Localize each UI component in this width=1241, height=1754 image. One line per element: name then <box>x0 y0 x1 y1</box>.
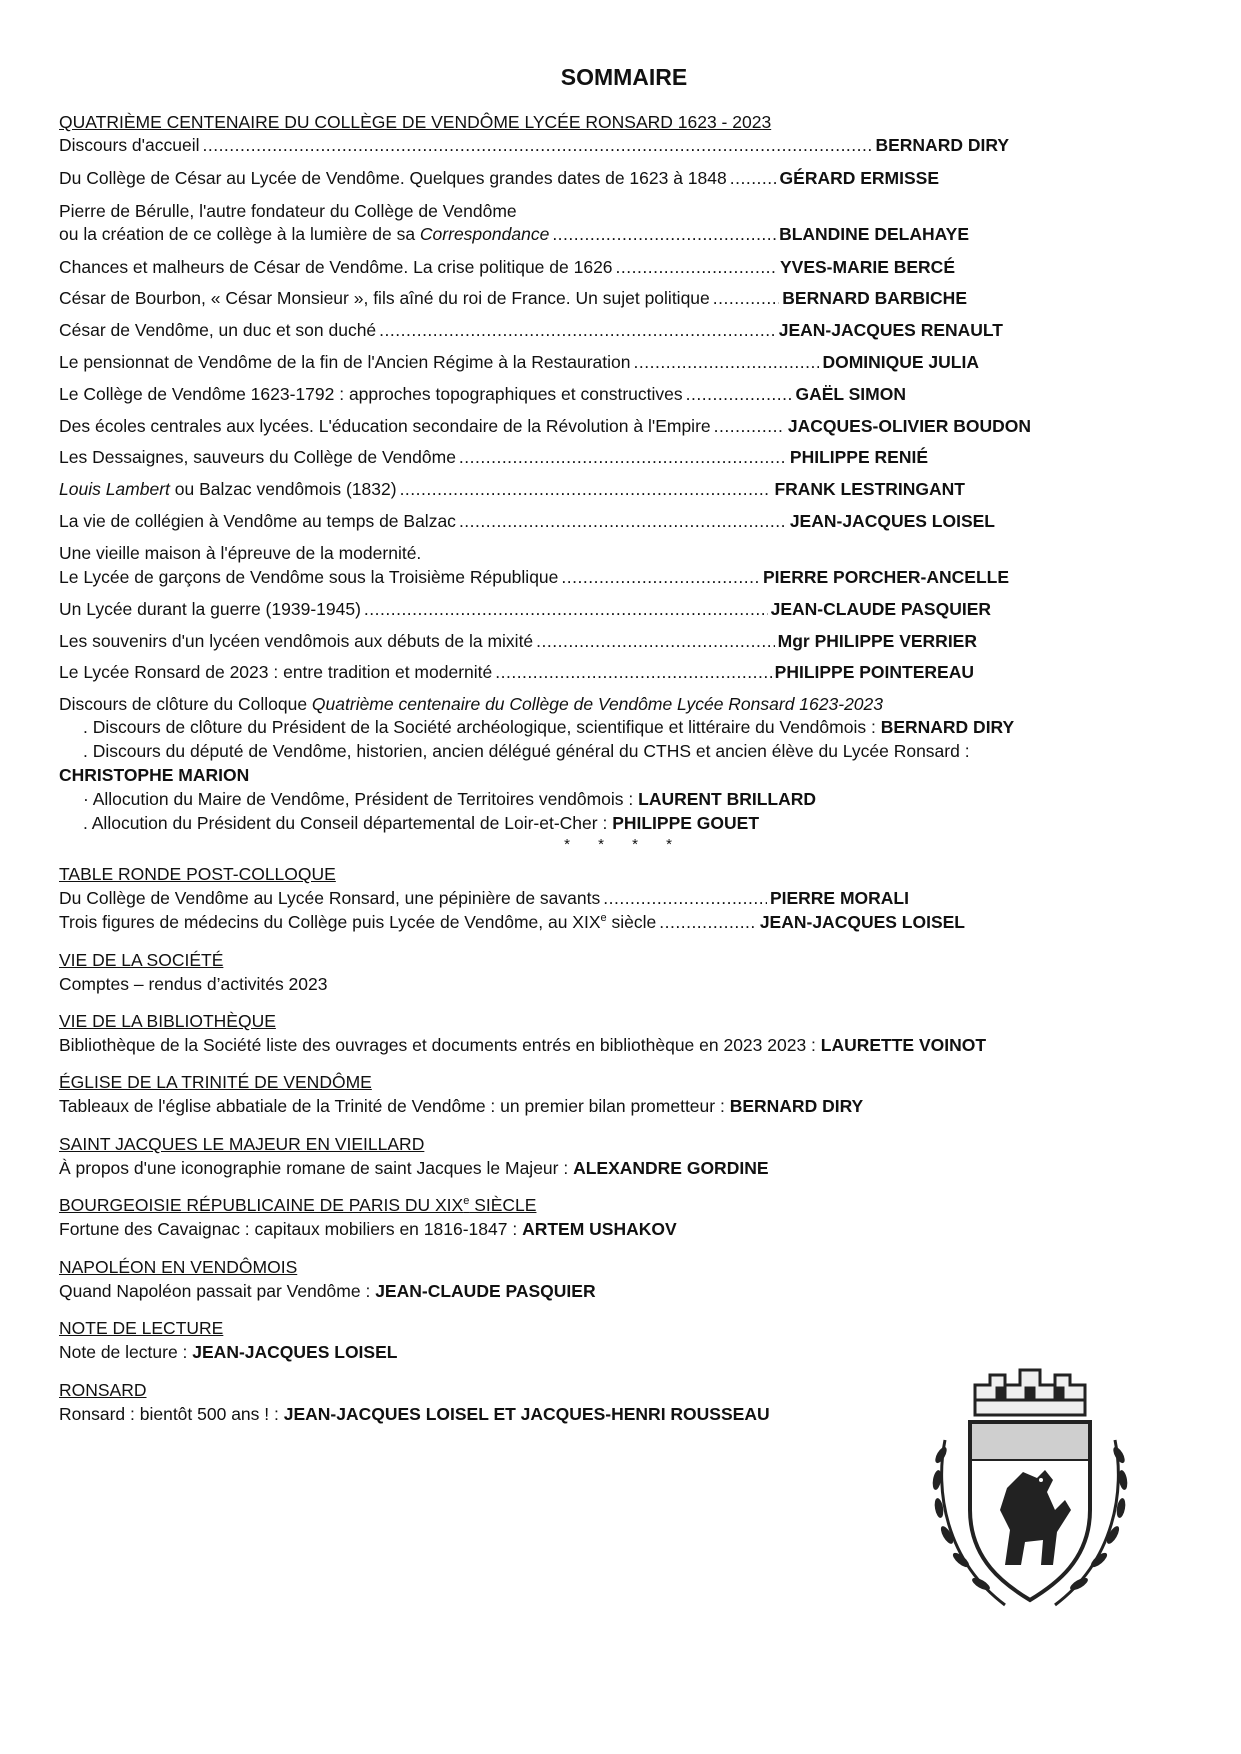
entry-author: BERNARD DIRY <box>875 135 1009 155</box>
entry-author: PHILIPPE POINTEREAU <box>774 662 974 682</box>
entry-title-italic: Correspondance <box>419 224 550 244</box>
section-heading: SAINT JACQUES LE MAJEUR EN VIEILLARD <box>59 1134 425 1154</box>
section-heading: BOURGEOISIE RÉPUBLICAINE DE PARIS DU XIXe SIÈCLE <box>59 1195 537 1215</box>
entry-title: Des écoles centrales aux lycées. L'éducation secondaire de la Révolution à l'Empire <box>59 416 711 436</box>
toc-entry <box>59 288 967 309</box>
mural-crown-icon <box>975 1370 1085 1415</box>
entry-author: JACQUES-OLIVIER BOUDON <box>787 416 1031 436</box>
entry-title: César de Vendôme, un duc et son duché <box>59 320 377 340</box>
closing-line: . Discours du député de Vendôme, historien, ancien délégué général du CTHS et ancien élève du Lycée Ronsard : <box>83 741 970 761</box>
entry-author: DOMINIQUE JULIA <box>822 352 979 372</box>
entry-line: Tableaux de l'église abbatiale de la Trinité de Vendôme : un premier bilan prometteur : BERNARD DIRY <box>59 1096 864 1116</box>
entry-title-italic: Louis Lambert <box>59 479 170 499</box>
entry-author: JEAN-JACQUES LOISEL <box>759 912 965 932</box>
entry-title: Du Collège de Vendôme au Lycée Ronsard, une pépinière de savants <box>59 888 601 908</box>
toc-entry <box>59 257 955 278</box>
toc-entry <box>59 224 969 245</box>
entry-line: Note de lecture : JEAN-JACQUES LOISEL <box>59 1342 398 1362</box>
section-heading-centenaire: QUATRIÈME CENTENAIRE DU COLLÈGE DE VENDÔME LYCÉE RONSARD 1623 - 2023 <box>59 112 772 132</box>
entry-title: Les souvenirs d'un lycéen vendômois aux débuts de la mixité <box>59 631 534 651</box>
toc-entry <box>59 320 1003 341</box>
entry-title: Discours d'accueil <box>59 135 200 155</box>
shield-icon <box>970 1422 1090 1600</box>
toc-entry <box>59 599 991 620</box>
entry-author: JEAN-JACQUES LOISEL <box>789 511 995 531</box>
entry-title: Le Collège de Vendôme 1623-1792 : approches topographiques et constructives <box>59 384 683 404</box>
entry-author: Mgr PHILIPPE VERRIER <box>777 631 977 651</box>
entry-title-line1: Pierre de Bérulle, l'autre fondateur du Collège de Vendôme <box>59 201 517 221</box>
entry-title: ou Balzac vendômois (1832) <box>169 479 397 499</box>
entry-line: Bibliothèque de la Société liste des ouvrages et documents entrés en bibliothèque en 2023 2023 : LAURETTE VOINOT <box>59 1035 987 1055</box>
section-heading: ÉGLISE DE LA TRINITÉ DE VENDÔME <box>59 1072 372 1092</box>
section-heading-table-ronde: TABLE RONDE POST-COLLOQUE <box>59 864 336 884</box>
toc-entry <box>59 168 939 189</box>
entry-line: À propos d'une iconographie romane de saint Jacques le Majeur : ALEXANDRE GORDINE <box>59 1158 769 1178</box>
toc-entry <box>59 631 977 652</box>
entry-author: YVES-MARIE BERCÉ <box>779 257 955 277</box>
toc-entry <box>59 384 906 405</box>
entry-title: Le Lycée de garçons de Vendôme sous la Troisième République <box>59 567 559 587</box>
entry-author: GÉRARD ERMISSE <box>779 168 939 188</box>
section-heading: VIE DE LA BIBLIOTHÈQUE <box>59 1011 276 1031</box>
section-heading: VIE DE LA SOCIÉTÉ <box>59 950 224 970</box>
entry-author: BLANDINE DELAHAYE <box>779 224 969 244</box>
entry-title: ou la création de ce collège à la lumière de sa <box>59 224 420 244</box>
closing-line: . Discours de clôture du Président de la Société archéologique, scientifique et littéraire du Vendômois : BERNARD DIRY <box>83 717 1015 737</box>
entry-line: Ronsard : bientôt 500 ans ! : JEAN-JACQUES LOISEL ET JACQUES-HENRI ROUSSEAU <box>59 1404 770 1424</box>
closing-author: CHRISTOPHE MARION <box>59 765 250 785</box>
entry-title: Les Dessaignes, sauveurs du Collège de Vendôme <box>59 447 456 467</box>
separator-stars: * * * * <box>564 836 684 853</box>
toc-entry <box>59 662 974 683</box>
entry-line: Fortune des Cavaignac : capitaux mobiliers en 1816-1847 : ARTEM USHAKOV <box>59 1219 677 1239</box>
entry-author: PIERRE MORALI <box>769 888 909 908</box>
page-title: SOMMAIRE <box>560 64 688 90</box>
entry-author: JEAN-CLAUDE PASQUIER <box>770 599 991 619</box>
section-heading: NAPOLÉON EN VENDÔMOIS <box>59 1257 298 1277</box>
entry-title: Le pensionnat de Vendôme de la fin de l'Ancien Régime à la Restauration <box>59 352 631 372</box>
entry-title: Un Lycée durant la guerre (1939-1945) <box>59 599 361 619</box>
entry-line: Comptes – rendus d’activités 2023 <box>59 974 328 994</box>
entry-title: Chances et malheurs de César de Vendôme. La crise politique de 1626 <box>59 257 613 277</box>
toc-entry <box>59 888 909 909</box>
closing-line: · Allocution du Maire de Vendôme, Président de Territoires vendômois : LAURENT BRILLARD <box>83 789 817 809</box>
section-heading: NOTE DE LECTURE <box>59 1318 224 1338</box>
toc-entry <box>59 511 995 532</box>
entry-author: FRANK LESTRINGANT <box>774 479 965 499</box>
entry-title: La vie de collégien à Vendôme au temps de Balzac <box>59 511 456 531</box>
toc-entry <box>59 567 1009 588</box>
entry-title: César de Bourbon, « César Monsieur », fils aîné du roi de France. Un sujet politique <box>59 288 710 308</box>
toc-entry <box>59 416 1031 437</box>
section-heading: RONSARD <box>59 1380 147 1400</box>
closing-line: . Allocution du Président du Conseil départemental de Loir-et-Cher : PHILIPPE GOUET <box>83 813 760 833</box>
entry-author: BERNARD BARBICHE <box>782 288 967 308</box>
closing-intro: Discours de clôture du Colloque Quatrième centenaire du Collège de Vendôme Lycée Ronsard 1623-2023 <box>59 694 883 714</box>
toc-entry <box>59 479 965 500</box>
entry-title: Du Collège de César au Lycée de Vendôme. Quelques grandes dates de 1623 à 1848 <box>59 168 727 188</box>
entry-line: Quand Napoléon passait par Vendôme : JEAN-CLAUDE PASQUIER <box>59 1281 596 1301</box>
entry-author: PIERRE PORCHER-ANCELLE <box>763 567 1009 587</box>
toc-entry <box>59 447 928 468</box>
entry-title: Le Lycée Ronsard de 2023 : entre tradition et modernité <box>59 662 493 682</box>
entry-author: GAËL SIMON <box>795 384 906 404</box>
toc-entry <box>59 352 979 373</box>
toc-entry: Trois figures de médecins du Collège puis Lycée de Vendôme, au XIXe siècle ..... JEAN-JACQUES LOISEL <box>59 912 965 933</box>
entry-author: JEAN-JACQUES RENAULT <box>778 320 1003 340</box>
toc-entry <box>59 135 1009 156</box>
entry-title-line1: Une vieille maison à l'épreuve de la modernité. <box>59 543 422 563</box>
vendome-coat-of-arms-emblem <box>925 1360 1135 1620</box>
entry-author: PHILIPPE RENIÉ <box>789 447 928 467</box>
